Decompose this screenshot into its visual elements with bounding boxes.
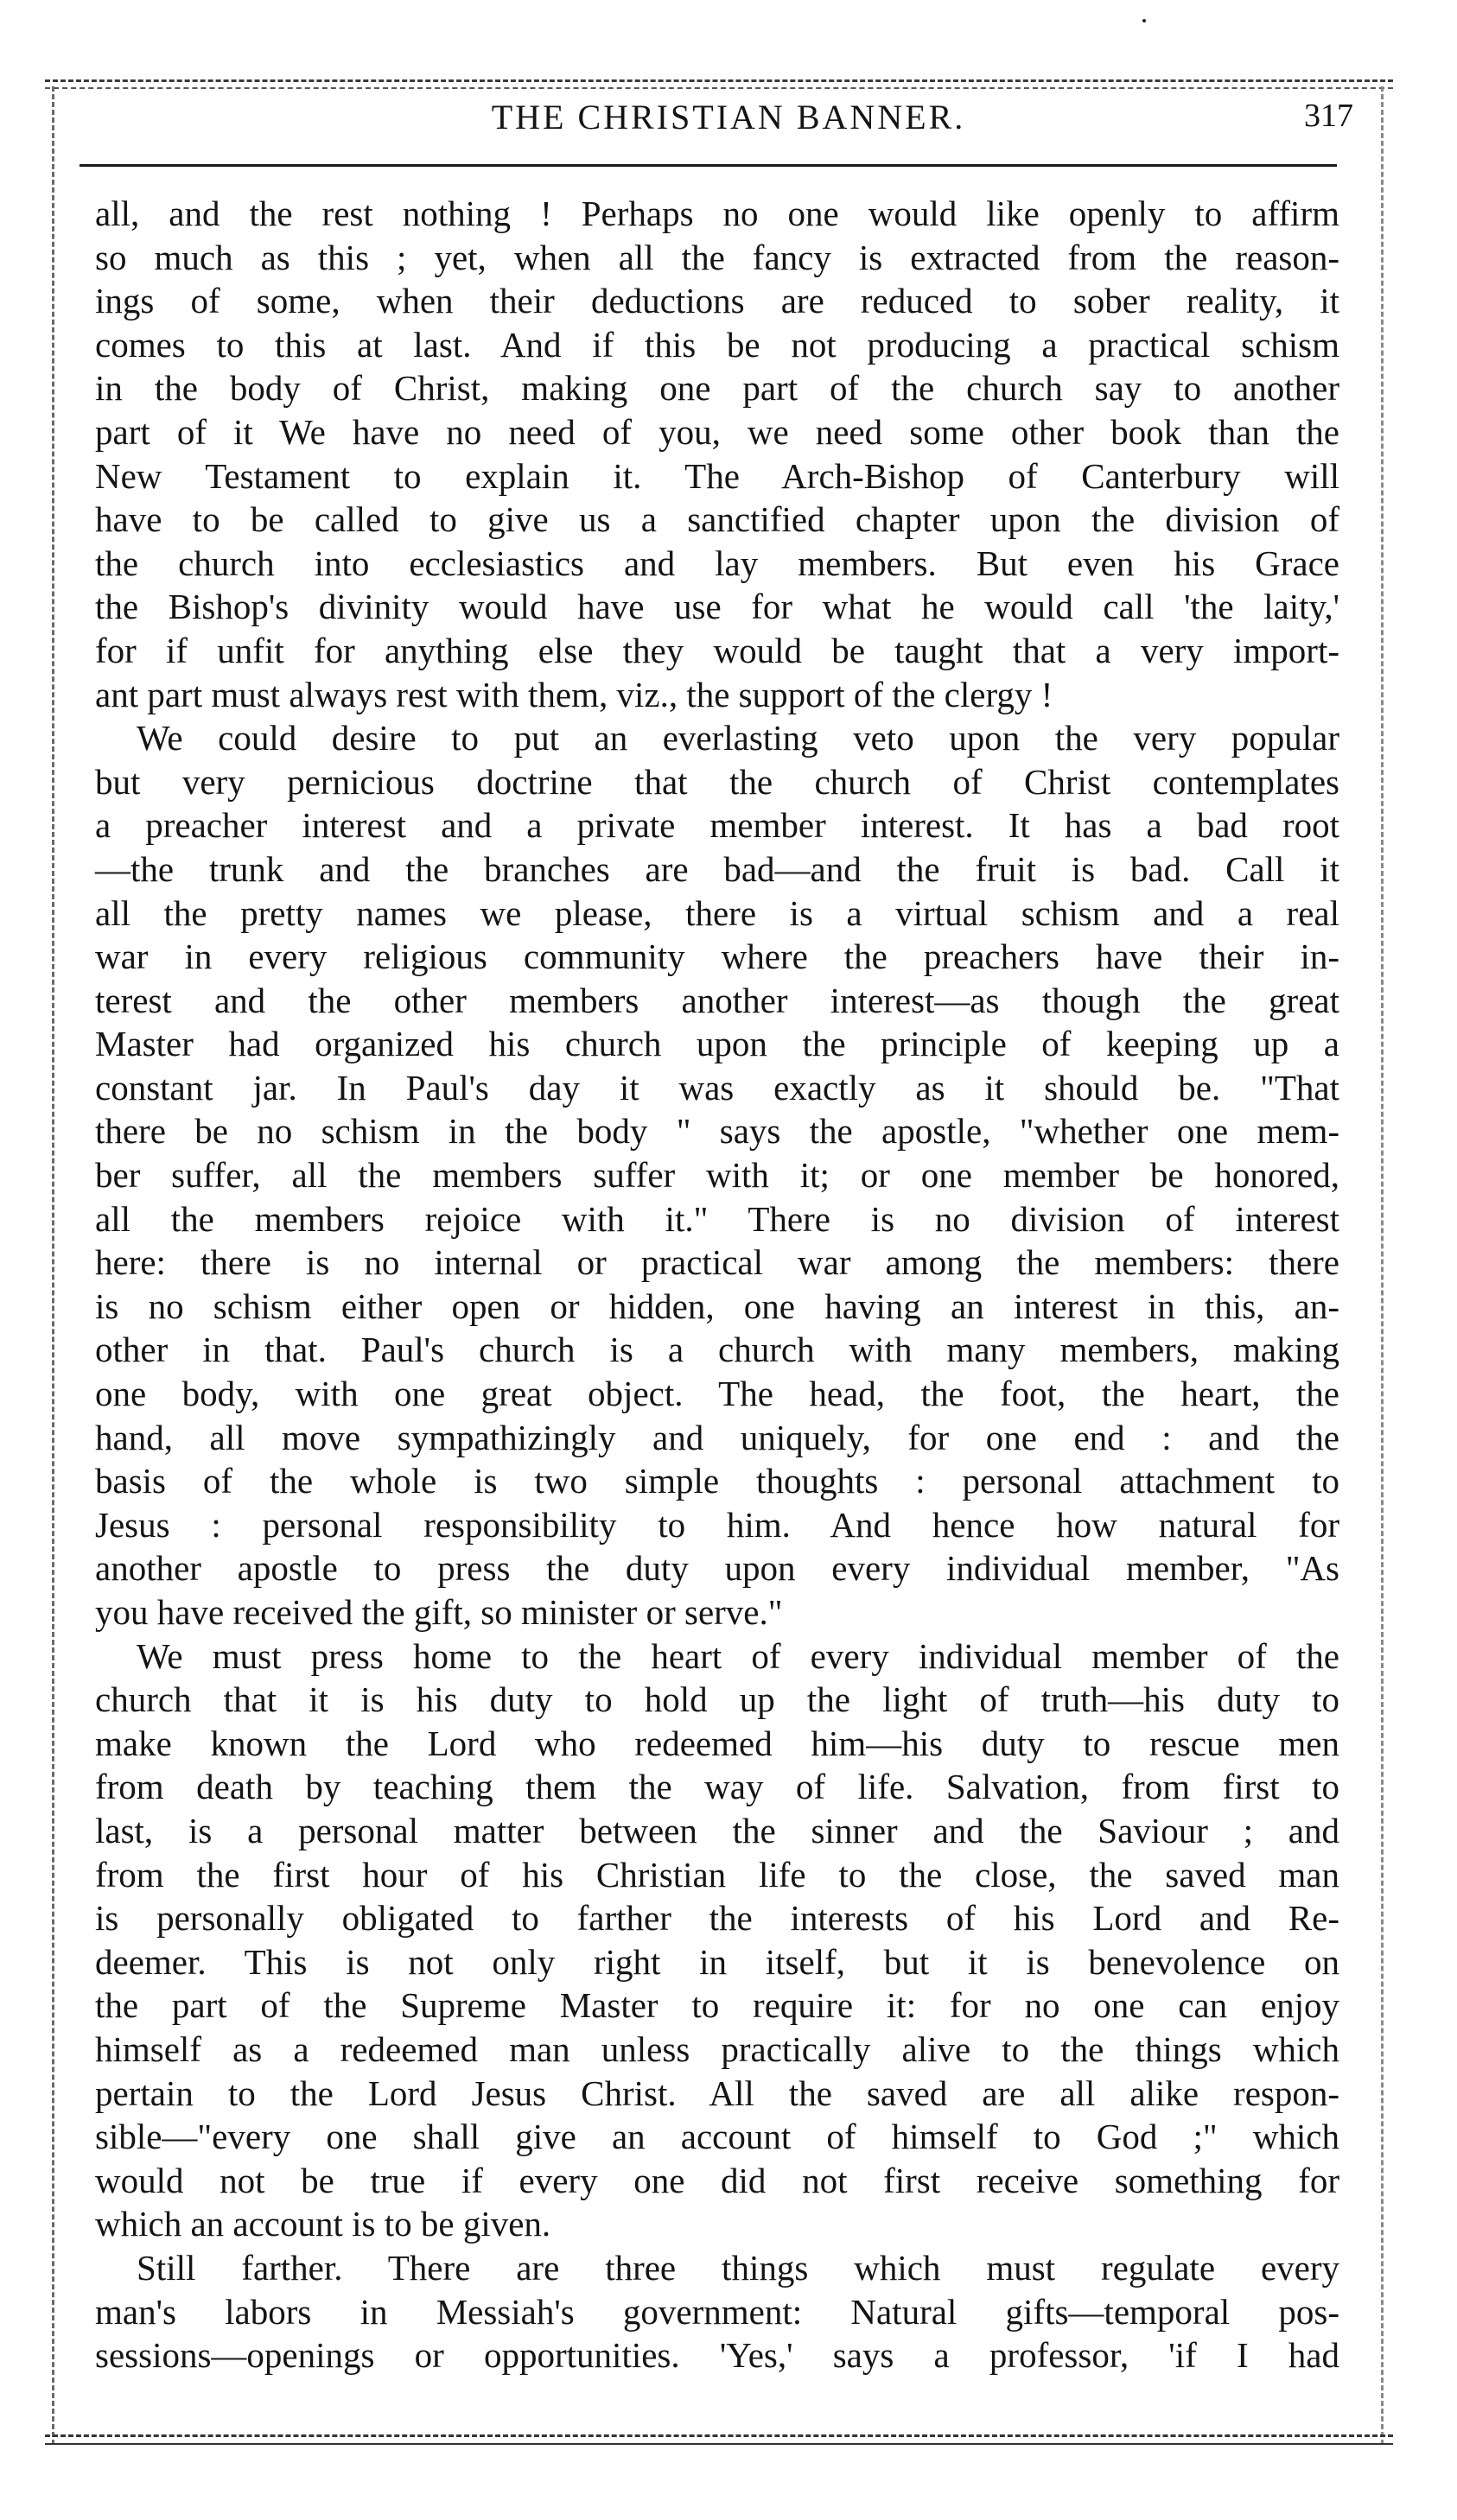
- text-line: Jesus : personal responsibility to him. And hence how natural for: [95, 1504, 1339, 1545]
- body-text: [95, 192, 1339, 2377]
- text-line: church that it is his duty to hold up the light of truth—his duty to: [95, 1679, 1339, 1720]
- text-line: here: there is no internal or practical war among the members: there: [95, 1242, 1339, 1283]
- text-line: from death by teaching them the way of life. Salvation, from first to: [95, 1767, 1339, 1807]
- text-line: other in that. Paul's church is a church with many members, making: [95, 1330, 1339, 1370]
- frame-bottom-inner-rule: [45, 2443, 1393, 2445]
- speck: [1142, 19, 1146, 22]
- text-line: which an account is to be given.: [95, 2204, 551, 2244]
- text-line: last, is a personal matter between the sinner and the Saviour ; and: [95, 1810, 1339, 1850]
- text-line: pertain to the Lord Jesus Christ. All the saved are all alike respon-: [95, 2072, 1339, 2113]
- frame-bottom-rule: [45, 2434, 1393, 2437]
- text-line: the Bishop's divinity would have use for what he would call 'the laity,': [95, 587, 1339, 627]
- paragraph-first-line: We must press home to the heart of every individual member of the: [137, 1635, 1339, 1676]
- text-line: in the body of Christ, making one part of the church say to another: [95, 368, 1339, 409]
- text-line: Master had organized his church upon the principle of keeping up a: [95, 1024, 1339, 1064]
- text-line: is personally obligated to farther the interests of his Lord and Re-: [95, 1898, 1339, 1939]
- text-line: himself as a redeemed man unless practically alive to the things which: [95, 2028, 1339, 2069]
- text-line: basis of the whole is two simple thoughts : personal attachment to: [95, 1461, 1339, 1501]
- text-line: the part of the Supreme Master to require it: for no one can enjoy: [95, 1985, 1339, 2026]
- text-line: is no schism either open or hidden, one having an interest in this, an-: [95, 1285, 1339, 1326]
- text-line: one body, with one great object. The head, the foot, the heart, the: [95, 1374, 1339, 1414]
- text-line: a preacher interest and a private member interest. It has a bad root: [95, 805, 1339, 846]
- text-line: the church into ecclesiastics and lay members. But even his Grace: [95, 543, 1339, 583]
- text-line: from the first hour of his Christian life to the close, the saved man: [95, 1854, 1339, 1895]
- text-line: would not be true if every one did not first receive something for: [95, 2160, 1339, 2200]
- frame-left-rule: [52, 86, 54, 2445]
- text-line: sessions—openings or opportunities. 'Yes,' says a professor, 'if I had: [95, 2335, 1339, 2376]
- text-line: constant jar. In Paul's day it was exactly as it should be. "That: [95, 1067, 1339, 1108]
- text-line: you have received the gift, so minister or serve.": [95, 1592, 783, 1632]
- text-line: ings of some, when their deductions are reduced to sober reality, it: [95, 281, 1339, 321]
- text-line: deemer. This is not only right in itself, but it is benevolence on: [95, 1941, 1339, 1982]
- paragraph-first-line: Still farther. There are three things which must regulate every: [137, 2247, 1339, 2288]
- text-line: make known the Lord who redeemed him—his duty to rescue men: [95, 1723, 1339, 1763]
- text-line: —the trunk and the branches are bad—and the fruit is bad. Call it: [95, 848, 1339, 889]
- text-line: sible—"every one shall give an account of himself to God ;" which: [95, 2117, 1339, 2157]
- paragraph-first-line: We could desire to put an everlasting veto upon the very popular: [137, 718, 1339, 759]
- text-line: comes to this at last. And if this be not producing a practical schism: [95, 324, 1339, 365]
- text-line: so much as this ; yet, when all the fancy is extracted from the reason-: [95, 237, 1339, 277]
- text-line: have to be called to give us a sanctified chapter upon the division of: [95, 499, 1339, 540]
- frame-top-rule: [45, 79, 1393, 82]
- text-line: ant part must always rest with them, viz., the support of the clergy !: [95, 674, 1053, 714]
- text-line: all the members rejoice with it." There is no division of interest: [95, 1198, 1339, 1239]
- text-line: but very pernicious doctrine that the church of Christ contemplates: [95, 761, 1339, 802]
- text-line: all, and the rest nothing ! Perhaps no one would like openly to affirm: [95, 194, 1339, 233]
- text-line: another apostle to press the duty upon every individual member, "As: [95, 1548, 1339, 1589]
- frame-top-inner-rule: [45, 87, 1393, 89]
- text-line: man's labors in Messiah's government: Natural gifts—temporal pos-: [95, 2291, 1339, 2332]
- text-line: New Testament to explain it. The Arch-Bishop of Canterbury will: [95, 455, 1339, 496]
- frame-right-rule: [1381, 86, 1384, 2445]
- text-line: ber suffer, all the members suffer with it; or one member be honored,: [95, 1155, 1339, 1196]
- text-line: hand, all move sympathizingly and uniquely, for one end : and the: [95, 1417, 1339, 1457]
- text-line: part of it We have no need of you, we need some other book than the: [95, 411, 1339, 452]
- text-line: for if unfit for anything else they would be taught that a very import-: [95, 630, 1339, 670]
- running-title: THE CHRISTIAN BANNER.: [491, 98, 966, 136]
- text-line: all the pretty names we please, there is a virtual schism and a real: [95, 892, 1339, 933]
- text-line: terest and the other members another interest—as though the great: [95, 980, 1339, 1020]
- page-number: 317: [1304, 98, 1353, 134]
- text-line: there be no schism in the body " says the apostle, "whether one mem-: [95, 1111, 1339, 1152]
- header-rule: [80, 164, 1337, 167]
- text-line: war in every religious community where the preachers have their in-: [95, 936, 1339, 977]
